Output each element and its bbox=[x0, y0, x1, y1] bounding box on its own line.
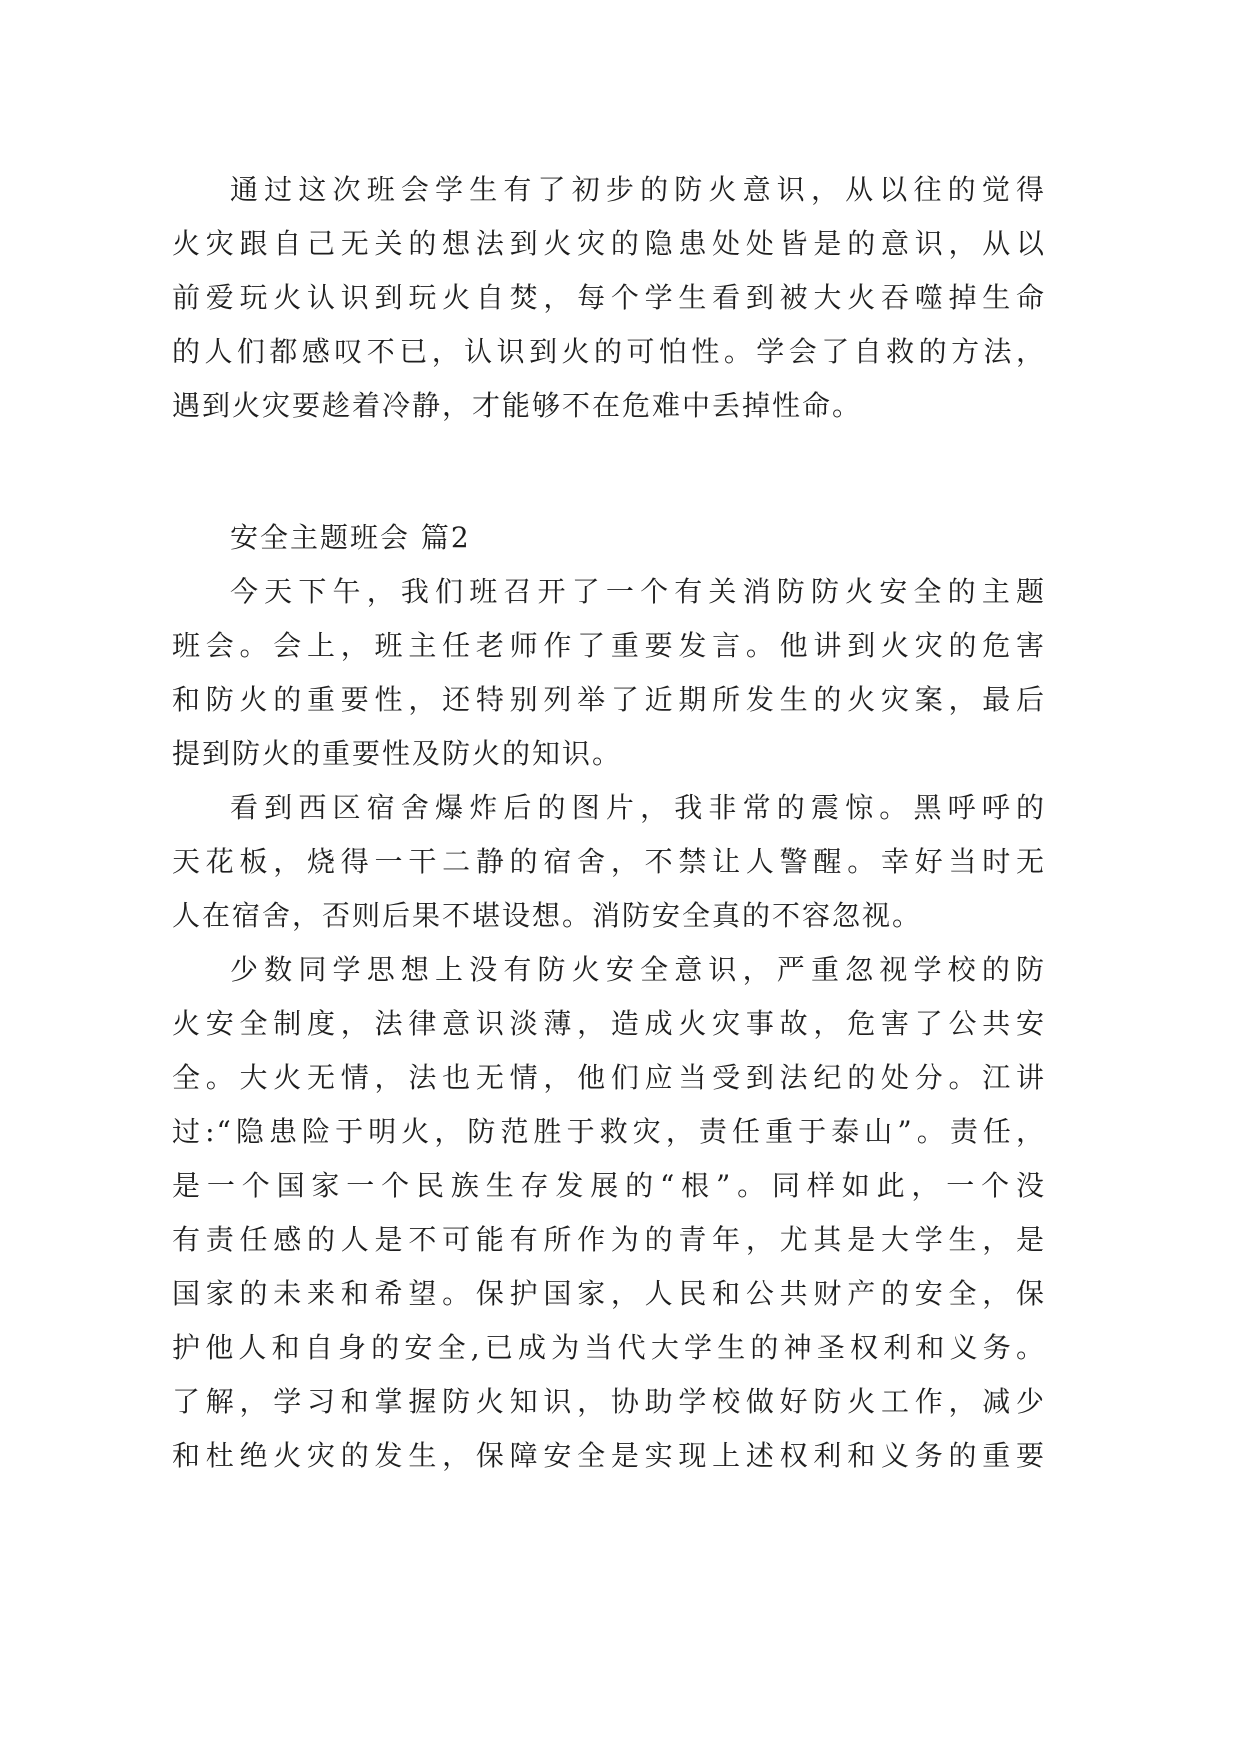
paragraph-line: 有责任感的人是不可能有所作为的青年，尤其是大学生，是 bbox=[172, 1223, 1046, 1256]
section-2-body bbox=[172, 565, 1046, 1483]
paragraph-line: 通过这次班会学生有了初步的防火意识，从以往的觉得 bbox=[230, 173, 1046, 206]
paragraph-line: 人在宿舍，否则后果不堪设想。消防安全真的不容忽视。 bbox=[172, 899, 923, 932]
paragraph-line: 看到西区宿舍爆炸后的图片，我非常的震惊。黑呼呼的 bbox=[230, 791, 1046, 824]
paragraph-line: 遇到火灾要趁着冷静，才能够不在危难中丢掉性命。 bbox=[172, 389, 863, 422]
section-heading: 安全主题班会 篇2 bbox=[230, 521, 471, 554]
paragraph-line: 少数同学思想上没有防火安全意识，严重忽视学校的防 bbox=[230, 953, 1046, 986]
paragraph-line: 了解，学习和掌握防火知识，协助学校做好防火工作，减少 bbox=[172, 1385, 1046, 1418]
paragraph-line: 火安全制度，法律意识淡薄，造成火灾事故，危害了公共安 bbox=[172, 1007, 1046, 1040]
paragraph-line: 全。大火无情，法也无情，他们应当受到法纪的处分。江讲 bbox=[172, 1061, 1046, 1094]
paragraph-responsibility bbox=[172, 943, 1046, 1483]
paragraph-line: 和杜绝火灾的发生，保障安全是实现上述权利和义务的重要 bbox=[172, 1439, 1046, 1472]
paragraph-line: 火灾跟自己无关的想法到火灾的隐患处处皆是的意识，从以 bbox=[172, 227, 1046, 260]
paragraph-line: 前爱玩火认识到玩火自焚，每个学生看到被大火吞噬掉生命 bbox=[172, 281, 1046, 314]
paragraph-line: 班会。会上，班主任老师作了重要发言。他讲到火灾的危害 bbox=[172, 629, 1046, 662]
paragraph-line: 今天下午，我们班召开了一个有关消防防火安全的主题 bbox=[230, 575, 1046, 608]
paragraph-dorm-explosion bbox=[172, 781, 1046, 943]
section-heading-block bbox=[172, 511, 1046, 565]
paragraph-line: 的人们都感叹不已，认识到火的可怕性。学会了自救的方法， bbox=[172, 335, 1046, 368]
paragraph-line: 过:“隐患险于明火，防范胜于救灾，责任重于泰山”。责任， bbox=[172, 1115, 1046, 1148]
paragraph-class-meeting bbox=[172, 565, 1046, 781]
paragraph-fire-awareness bbox=[172, 163, 1046, 433]
paragraph-line: 提到防火的重要性及防火的知识。 bbox=[172, 737, 623, 770]
paragraph-line: 和防火的重要性，还特别列举了近期所发生的火灾案，最后 bbox=[172, 683, 1046, 716]
paragraph-line: 护他人和自身的安全,已成为当代大学生的神圣权利和义务。 bbox=[172, 1331, 1046, 1364]
paragraph-line: 国家的未来和希望。保护国家，人民和公共财产的安全，保 bbox=[172, 1277, 1046, 1310]
paragraph-line: 天花板，烧得一干二静的宿舍，不禁让人警醒。幸好当时无 bbox=[172, 845, 1046, 878]
paragraph-line: 是一个国家一个民族生存发展的“根”。同样如此，一个没 bbox=[172, 1169, 1046, 1202]
